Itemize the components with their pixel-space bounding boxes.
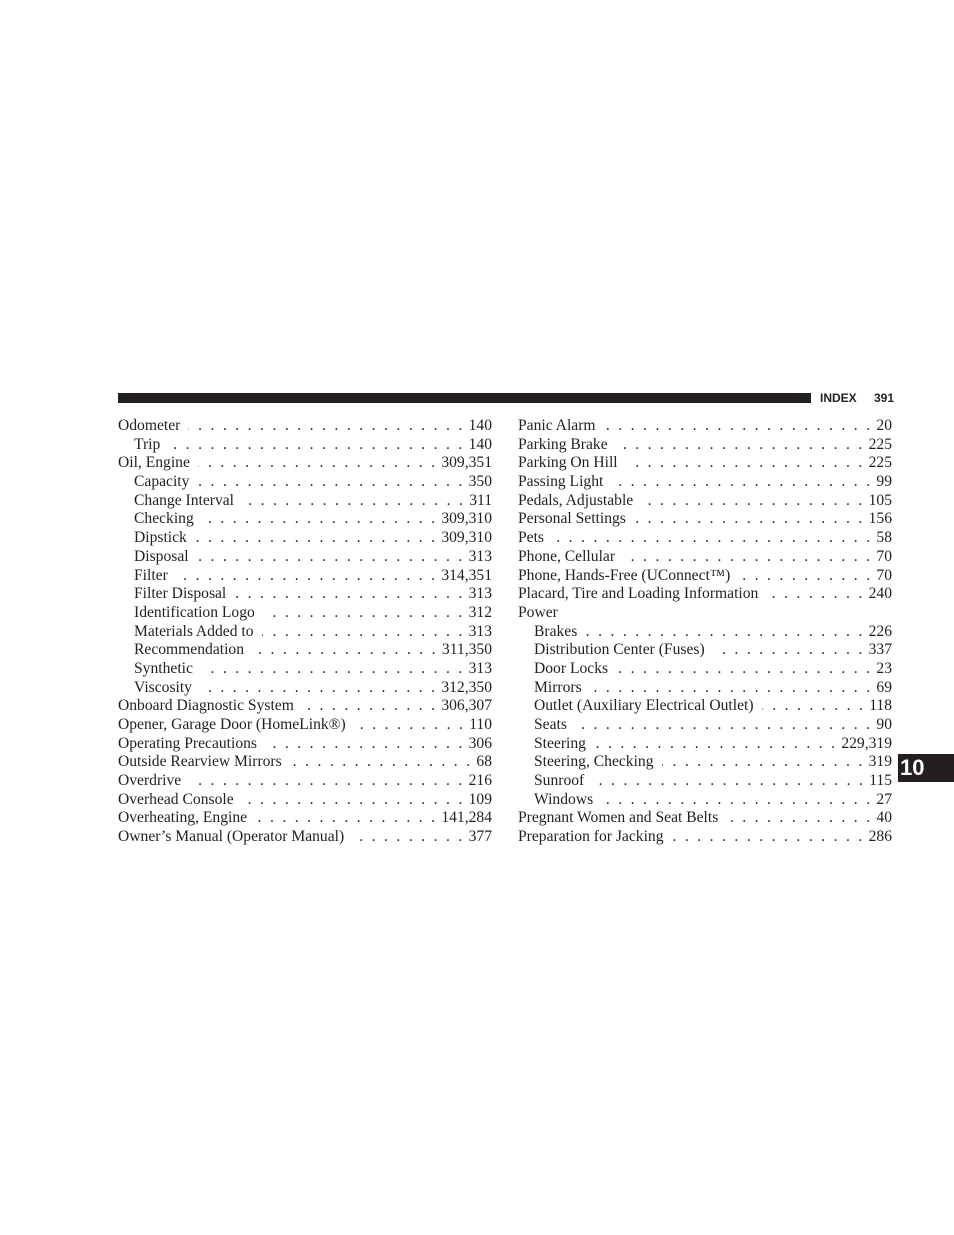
index-term: Placard, Tire and Loading Information (518, 585, 759, 603)
index-page-ref[interactable]: 313 (468, 622, 492, 640)
index-column-right (518, 417, 892, 847)
dot-leader (634, 510, 865, 529)
index-entry (518, 417, 892, 436)
index-entry (518, 510, 892, 529)
index-term: Filter (134, 566, 168, 584)
index-term: Phone, Cellular (518, 547, 616, 565)
dot-leader (202, 510, 438, 529)
index-page-ref[interactable]: 229,319 (841, 734, 892, 752)
index-term: Materials Added to (134, 622, 254, 640)
index-term: Identification Logo (134, 603, 255, 621)
index-page-ref[interactable]: 105 (868, 491, 892, 509)
page-number: 391 (873, 391, 894, 405)
index-page-ref[interactable]: 70 (876, 547, 892, 565)
dot-leader (242, 492, 465, 511)
dot-leader (195, 529, 437, 548)
index-term: Synthetic (134, 659, 193, 677)
index-entry (518, 772, 892, 791)
dot-leader (201, 660, 465, 679)
index-term: Brakes (534, 622, 578, 640)
index-page-ref[interactable]: 313 (468, 659, 492, 677)
dot-leader (255, 809, 437, 828)
index-page-ref[interactable]: 109 (468, 790, 492, 808)
dot-leader (262, 623, 465, 642)
index-entry (518, 548, 892, 567)
index-entry (518, 791, 892, 810)
index-entry (518, 585, 892, 604)
index-term: Parking On Hill (518, 454, 618, 472)
index-page-ref[interactable]: 306,307 (441, 697, 492, 715)
index-page-ref[interactable]: 140 (468, 417, 492, 434)
index-page-ref[interactable]: 118 (869, 697, 892, 715)
dot-leader (234, 585, 464, 604)
index-entry (118, 697, 492, 716)
index-entry (118, 791, 492, 810)
dot-leader (626, 454, 865, 473)
index-page-ref[interactable]: 240 (868, 585, 892, 603)
index-page-ref[interactable]: 226 (868, 622, 892, 640)
dot-leader (200, 679, 437, 698)
index-page-ref[interactable]: 377 (468, 828, 492, 846)
index-term: Overheating, Engine (118, 809, 248, 827)
index-page-ref[interactable]: 306 (468, 734, 492, 752)
index-page-ref[interactable]: 312 (468, 603, 492, 621)
index-term: Pedals, Adjustable (518, 491, 634, 509)
index-entry (518, 828, 892, 847)
index-entry (118, 641, 492, 660)
dot-leader (672, 828, 865, 847)
index-page-ref[interactable]: 115 (869, 772, 892, 790)
index-page-ref[interactable]: 309,351 (441, 454, 492, 472)
index-entry (518, 473, 892, 492)
index-entry (118, 548, 492, 567)
dot-leader (176, 567, 438, 586)
index-term: Opener, Garage Door (HomeLink®) (118, 716, 346, 733)
index-page-ref[interactable]: 313 (468, 585, 492, 603)
index-entry (518, 529, 892, 548)
index-entry (118, 623, 492, 642)
dot-leader (713, 641, 865, 660)
index-term: Pregnant Women and Seat Belts (518, 809, 719, 827)
index-page-ref[interactable]: 141,284 (441, 809, 492, 827)
index-page-ref[interactable]: 140 (468, 435, 492, 453)
index-entry (518, 604, 892, 623)
index-entry (518, 697, 892, 716)
index-term: Overhead Console (118, 790, 234, 808)
index-page-ref[interactable]: 225 (868, 454, 892, 472)
dot-leader (168, 436, 464, 455)
dot-leader (585, 623, 864, 642)
index-term: Oil, Engine (118, 454, 190, 472)
index-term: Windows (534, 790, 594, 808)
running-header (820, 390, 894, 406)
index-term: Viscosity (134, 678, 192, 696)
index-page-ref[interactable]: 70 (876, 566, 892, 584)
index-term: Onboard Diagnostic System (118, 697, 294, 715)
dot-leader (263, 604, 465, 623)
dot-leader (592, 772, 865, 791)
index-entry (118, 735, 492, 754)
index-entry (518, 809, 892, 828)
index-page-ref[interactable]: 23 (876, 659, 892, 677)
index-term: Sunroof (534, 772, 585, 790)
index-term: Overdrive (118, 772, 182, 790)
index-page-ref[interactable]: 156 (868, 510, 892, 528)
index-term: Trip (134, 435, 161, 453)
index-page-ref[interactable]: 68 (476, 753, 492, 771)
dot-leader (188, 417, 464, 436)
index-page-ref[interactable]: 311 (469, 491, 492, 509)
index-page-ref[interactable]: 319 (868, 753, 892, 771)
dot-leader (594, 735, 837, 754)
index-page-ref[interactable]: 286 (868, 828, 892, 846)
index-entry (118, 753, 492, 772)
index-term: Disposal (134, 547, 189, 565)
index-entry (518, 436, 892, 455)
index-entry (518, 641, 892, 660)
index-entry (118, 417, 492, 436)
section-title: INDEX (820, 391, 857, 405)
index-entry (118, 510, 492, 529)
index-term: Mirrors (534, 678, 582, 696)
index-term: Recommendation (134, 641, 244, 659)
index-term: Seats (534, 716, 567, 733)
index-page-ref[interactable]: 313 (468, 547, 492, 565)
index-entry (118, 454, 492, 473)
index-page-ref[interactable]: 90 (876, 716, 892, 733)
index-entry (118, 567, 492, 586)
dot-leader (611, 473, 872, 492)
index-entry (118, 529, 492, 548)
index-page-ref[interactable]: 225 (868, 435, 892, 453)
index-term: Filter Disposal (134, 585, 227, 603)
index-page-ref[interactable]: 110 (469, 716, 492, 733)
index-term: Outside Rearview Mirrors (118, 753, 282, 771)
index-page-ref[interactable]: 309,310 (441, 529, 492, 547)
dot-leader (762, 697, 866, 716)
index-entry (118, 436, 492, 455)
dot-leader (623, 548, 872, 567)
index-term: Operating Precautions (118, 734, 258, 752)
dot-leader (189, 772, 464, 791)
index-term: Panic Alarm (518, 417, 596, 434)
dot-leader (575, 716, 872, 735)
index-page-ref[interactable]: 350 (468, 473, 492, 491)
index-entry (118, 809, 492, 828)
index-page-ref[interactable]: 69 (876, 678, 892, 696)
dot-leader (242, 791, 465, 810)
index-term: Distribution Center (Fuses) (534, 641, 705, 659)
index-page-ref[interactable]: 216 (468, 772, 492, 790)
dot-leader (641, 492, 864, 511)
index-entry (518, 660, 892, 679)
index-term: Dipstick (134, 529, 187, 547)
index-term: Passing Light (518, 473, 604, 491)
index-page-ref[interactable]: 99 (876, 473, 892, 491)
header-rule (118, 393, 811, 403)
index-term: Odometer (118, 417, 181, 434)
dot-leader (354, 716, 465, 735)
dot-leader (590, 679, 873, 698)
dot-leader (552, 529, 872, 548)
dot-leader (604, 417, 873, 436)
dot-leader (352, 828, 464, 847)
dot-leader (726, 809, 872, 828)
index-entry (518, 492, 892, 511)
index-entry (518, 454, 892, 473)
index-entry (118, 492, 492, 511)
dot-leader (302, 697, 437, 716)
dot-leader (616, 660, 872, 679)
index-term: Owner’s Manual (Operator Manual) (118, 828, 345, 846)
index-page-ref[interactable]: 20 (876, 417, 892, 434)
index-term: Door Locks (534, 659, 609, 677)
index-term: Power (518, 603, 558, 621)
index-page-ref[interactable]: 337 (868, 641, 892, 659)
index-entry (518, 567, 892, 586)
index-entry (518, 623, 892, 642)
dot-leader (197, 548, 465, 567)
index-term: Personal Settings (518, 510, 626, 528)
index-entry (518, 679, 892, 698)
index-term: Parking Brake (518, 435, 608, 453)
chapter-tab[interactable]: 10 (898, 754, 954, 782)
dot-leader (252, 641, 438, 660)
index-term: Capacity (134, 473, 190, 491)
index-term: Change Interval (134, 491, 235, 509)
dot-leader (197, 473, 464, 492)
dot-leader (601, 791, 872, 810)
index-entry (118, 604, 492, 623)
index-entry (118, 660, 492, 679)
index-entry (118, 828, 492, 847)
index-entry (118, 473, 492, 492)
index-page-ref[interactable]: 58 (876, 529, 892, 547)
index-term: Phone, Hands-Free (UConnect™) (518, 566, 731, 584)
index-page-ref[interactable]: 40 (876, 809, 892, 827)
index-entry (518, 735, 892, 754)
index-page-ref[interactable]: 27 (876, 790, 892, 808)
index-term: Checking (134, 510, 194, 528)
index-entry (118, 585, 492, 604)
index-page-ref[interactable]: 311,350 (441, 641, 492, 659)
index-term: Outlet (Auxiliary Electrical Outlet) (534, 697, 754, 715)
dot-leader (198, 454, 437, 473)
index-entry (118, 716, 492, 735)
index-term: Steering, Checking (534, 753, 654, 771)
index-entry (518, 753, 892, 772)
dot-leader (662, 753, 865, 772)
dot-leader (265, 735, 465, 754)
index-entry (118, 772, 492, 791)
dot-leader (290, 753, 473, 772)
dot-leader (616, 436, 865, 455)
index-term: Pets (518, 529, 544, 547)
index-column-left (118, 417, 492, 847)
index-term: Preparation for Jacking (518, 828, 664, 846)
dot-leader (766, 585, 864, 604)
index-page-ref[interactable]: 314,351 (441, 566, 492, 584)
index-term: Steering (534, 734, 586, 752)
index-page-ref[interactable]: 312,350 (441, 678, 492, 696)
index-entry (118, 679, 492, 698)
index-entry (518, 716, 892, 735)
dot-leader (738, 567, 872, 586)
index-page-ref[interactable]: 309,310 (441, 510, 492, 528)
